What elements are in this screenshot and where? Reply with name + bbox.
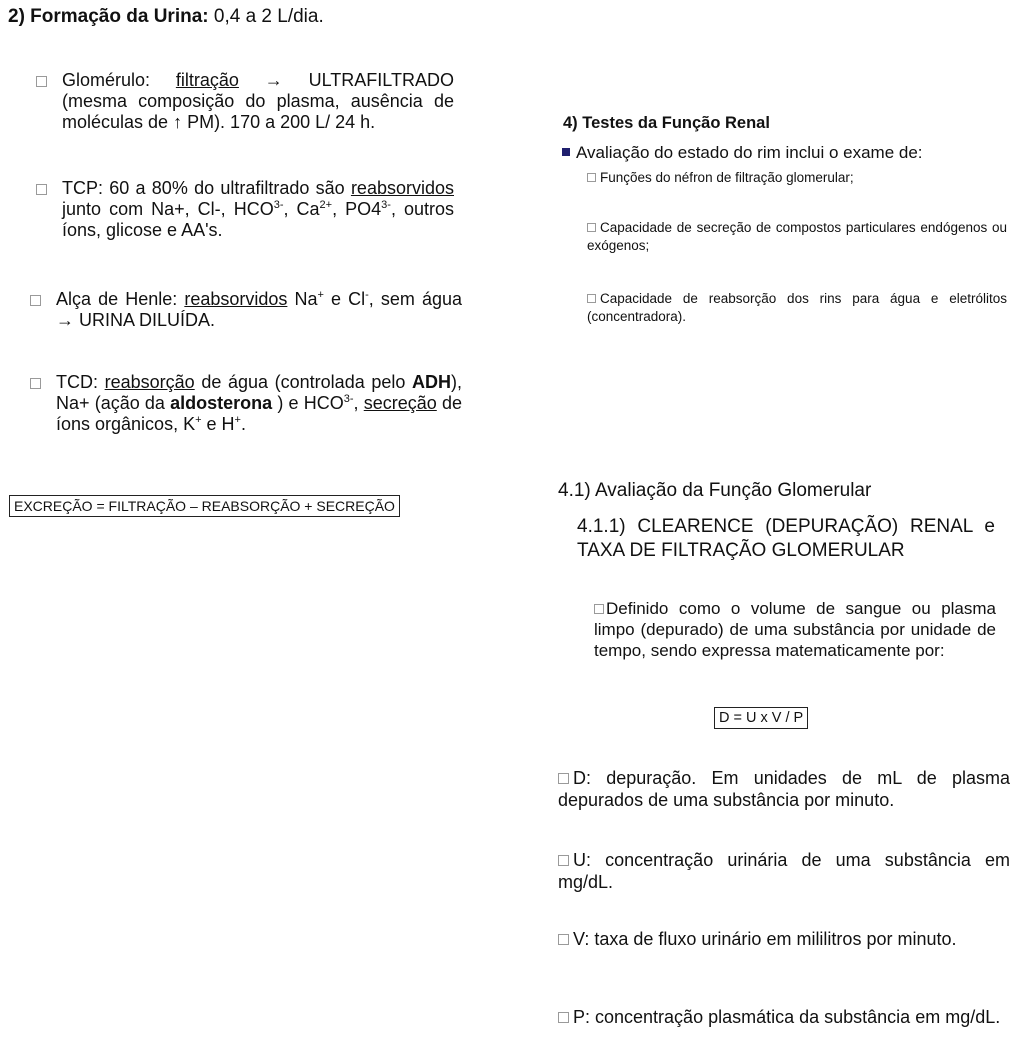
clearance-definition: Definido como o volume de sangue ou plasma limpo (depurado) de uma substância por unidade de tempo, sendo expressa matematicamente por: [594,599,996,660]
list-item: TCD: reabsorção de água (controlada pelo ADH), Na+ (ação da aldosterona ) e $HCO^{3-}$, secreção de íons orgânicos, K+ e H+. [56,372,462,435]
variable-d: D: depuração. Em unidades de mL de plasma depurados de uma substância por minuto. [558,768,1010,810]
variable-p: P: concentração plasmática da substância em mg/dL. [558,1006,1010,1028]
checkbox-bullet-icon [558,1012,569,1023]
list-item: Funções do néfron de filtração glomerular; [587,170,1007,185]
list-item: TCP: 60 a 80% do ultrafiltrado são reabsorvidos junto com Na+, Cl-, $HCO^{3-}$, $Ca^{2+}$, $PO4^{3-}$, outros íons, glicose e AA's. [62,178,454,241]
list-item: Capacidade de secreção de compostos particulares endógenos ou exógenos; [587,220,1007,253]
checkbox-bullet-icon [558,773,569,784]
checkbox-bullet-icon [30,378,41,389]
renal-tests-title: 4) Testes da Função Renal [563,114,770,132]
checkbox-bullet-icon [587,173,596,182]
list-item: Alça de Henle: reabsorvidos Na+ e Cl-, sem água → URINA DILUÍDA. [56,289,462,331]
checkbox-bullet-icon [594,604,604,614]
variable-v: V: taxa de fluxo urinário em mililitros por minuto. [558,928,1010,950]
renal-tests-intro: Avaliação do estado do rim inclui o exame de: [562,143,923,163]
variable-u: U: concentração urinária de uma substância em mg/dL. [558,850,1010,892]
checkbox-bullet-icon [558,855,569,866]
checkbox-bullet-icon [30,295,41,306]
checkbox-bullet-icon [587,223,596,232]
excretion-formula: EXCREÇÃO = FILTRAÇÃO – REABSORÇÃO + SECREÇÃO [9,495,400,517]
list-item: Capacidade de reabsorção dos rins para água e eletrólitos (concentradora). [587,291,1007,324]
clearance-title: 4.1.1) CLEARENCE (DEPURAÇÃO) RENAL e TAXA DE FILTRAÇÃO GLOMERULAR [577,516,995,561]
checkbox-bullet-icon [36,76,47,87]
glomerular-function-title: 4.1) Avaliação da Função Glomerular [558,480,872,501]
checkbox-bullet-icon [587,294,596,303]
list-item: Glomérulo: filtração → ULTRAFILTRADO (mesma composição do plasma, ausência de moléculas de ↑ PM). 170 a 200 L/ 24 h. [62,70,454,133]
checkbox-bullet-icon [36,184,47,195]
clearance-formula: D = U x V / P [714,707,808,729]
urine-formation-title: 2) Formação da Urina: 0,4 a 2 L/dia. [8,6,324,27]
checkbox-bullet-icon [558,934,569,945]
square-bullet-icon [562,148,570,156]
